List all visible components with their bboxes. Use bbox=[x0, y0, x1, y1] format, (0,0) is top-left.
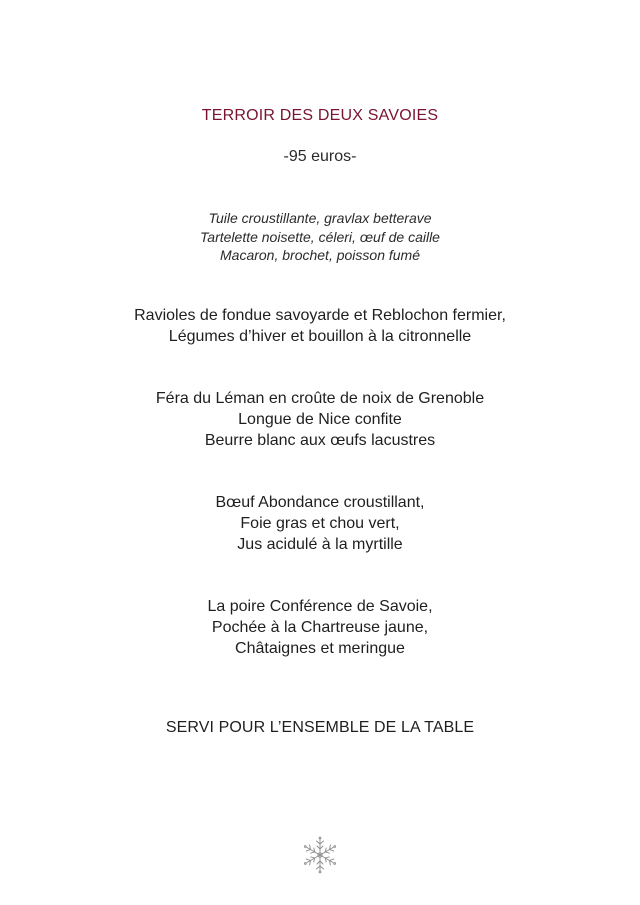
course-line: Tuile croustillante, gravlax betterave bbox=[208, 210, 432, 226]
course-starter bbox=[0, 305, 640, 347]
course-line: Longue de Nice confite bbox=[238, 411, 402, 428]
course-line: Jus acidulé à la myrtille bbox=[237, 536, 403, 553]
course-line: Macaron, brochet, poisson fumé bbox=[220, 247, 420, 263]
course-dessert bbox=[0, 596, 640, 659]
course-meat bbox=[0, 492, 640, 555]
snowflake-ornament-icon bbox=[300, 835, 340, 875]
course-line: Ravioles de fondue savoyarde et Reblochon fermier, bbox=[134, 307, 506, 324]
course-line: Bœuf Abondance croustillant, bbox=[215, 494, 425, 511]
course-line: Châtaignes et meringue bbox=[235, 640, 405, 657]
course-line: Féra du Léman en croûte de noix de Grenoble bbox=[155, 390, 485, 407]
course-line: Tartelette noisette, céleri, œuf de caille bbox=[200, 228, 440, 245]
course-line: Pochée à la Chartreuse jaune, bbox=[211, 619, 429, 636]
menu-price: -95 euros- bbox=[283, 148, 357, 165]
menu-title: TERROIR DES DEUX SAVOIES bbox=[201, 107, 439, 124]
course-line: Légumes d’hiver et bouillon à la citronnelle bbox=[168, 328, 472, 345]
course-line: Foie gras et chou vert, bbox=[240, 515, 400, 532]
course-line: Beurre blanc aux œufs lacustres bbox=[204, 432, 436, 449]
course-amuse-bouche bbox=[0, 209, 640, 265]
course-fish bbox=[0, 388, 640, 451]
course-line: La poire Conférence de Savoie, bbox=[207, 598, 433, 615]
table-service-note: SERVI POUR L’ENSEMBLE DE LA TABLE bbox=[165, 719, 475, 736]
